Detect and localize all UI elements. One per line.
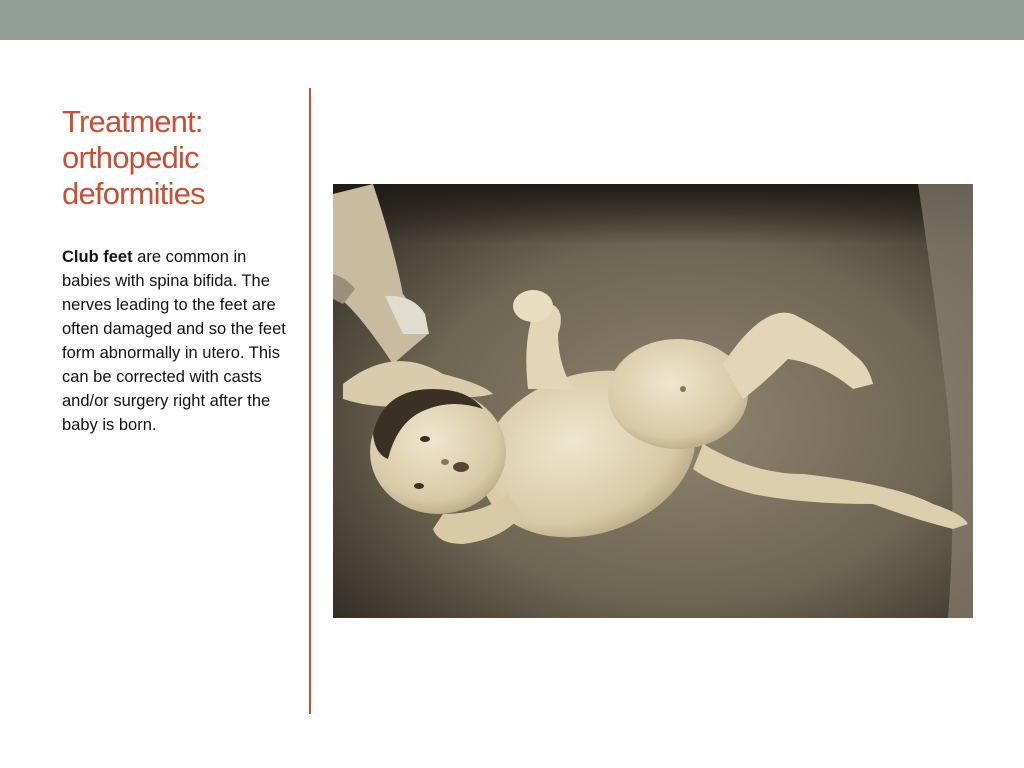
body-paragraph	[62, 245, 287, 437]
body-text: are common in babies with spina bifida. The nerves leading to the feet are often damaged and so the feet form abnormally in utero. This can be corrected with casts and/or surgery right after the baby is born.	[62, 248, 286, 434]
slide-title	[62, 104, 292, 212]
baby-photo	[333, 184, 973, 618]
slide-title-line-2: orthopedic	[62, 140, 199, 175]
slide-title-line-1: Treatment:	[62, 104, 203, 139]
top-bar	[0, 0, 1024, 40]
vertical-divider	[309, 88, 311, 714]
body-bold-term: Club feet	[62, 248, 133, 266]
slide-title-line-3: deformities	[62, 176, 205, 211]
